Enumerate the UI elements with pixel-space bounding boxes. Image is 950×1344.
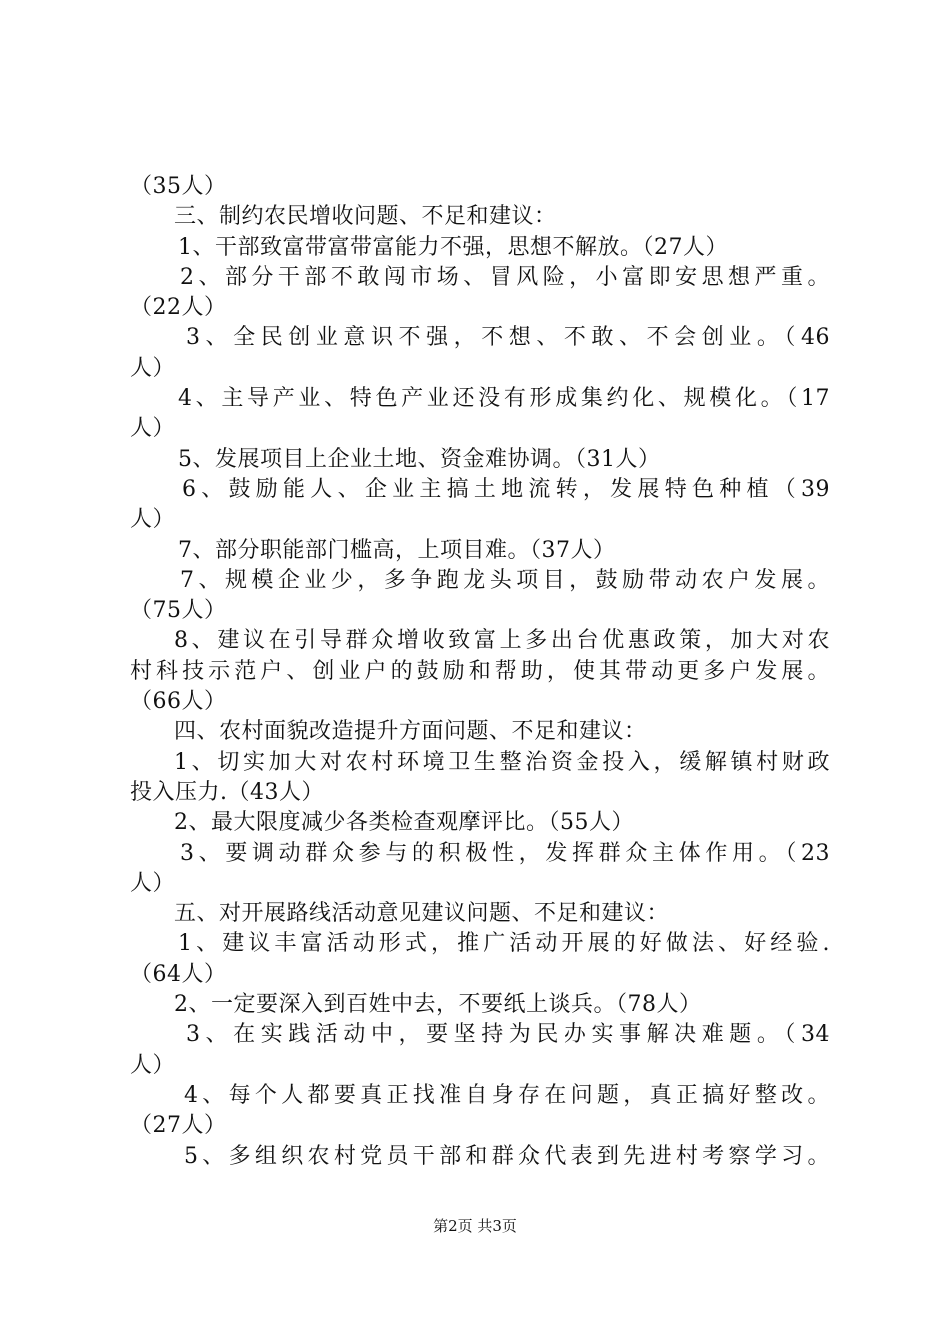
text-line: （75人）	[130, 598, 227, 624]
text-line: 7、规模企业少，多争跑龙头项目，鼓励带动农户发展。	[180, 567, 830, 593]
text-line: （27人）	[130, 1113, 227, 1139]
text-line: 五、对开展路线活动意见建议问题、不足和建议：	[174, 901, 670, 927]
text-line: 村科技示范户、创业户的鼓励和帮助，使其带动更多户发展。	[130, 658, 830, 684]
text-line: 2、部分干部不敢闯市场、冒风险，小富即安思想严重。	[180, 264, 830, 290]
text-line: 人）	[130, 870, 176, 896]
text-line: （64人）	[130, 961, 227, 987]
text-line: 8、建议在引导群众增收致富上多出台优惠政策，加大对农	[174, 628, 830, 654]
text-line: 人）	[130, 416, 176, 442]
text-line: 4、主导产业、特色产业还没有形成集约化、规模化。（17	[178, 386, 830, 412]
text-line: 三、制约农民增收问题、不足和建议：	[174, 204, 557, 230]
text-line: 1、干部致富带富带富能力不强，思想不解放。（27人）	[178, 234, 728, 260]
text-line: （22人）	[130, 295, 227, 321]
text-line: 1、切实加大对农村环境卫生整治资金投入，缓解镇村财政	[174, 749, 830, 775]
text-line: 3、在实践活动中，要坚持为民办实事解决难题。（34	[186, 1022, 830, 1048]
text-line: 投入压力.（43人）	[130, 779, 324, 805]
page-footer: 第2页 共3页	[433, 1217, 517, 1235]
text-line: 4、每个人都要真正找准自身存在问题，真正搞好整改。	[184, 1082, 830, 1108]
text-line: 1、建议丰富活动形式，推广活动开展的好做法、好经验.	[178, 931, 830, 957]
text-line: 3、要调动群众参与的积极性，发挥群众主体作用。（23	[180, 840, 830, 866]
text-line: 2、最大限度减少各类检查观摩评比。（55人）	[174, 810, 634, 836]
text-line: 2、一定要深入到百姓中去，不要纸上谈兵。（78人）	[174, 992, 702, 1018]
text-line: 6、鼓励能人、企业主搞土地流转，发展特色种植（39	[182, 476, 830, 502]
text-line: 5、发展项目上企业土地、资金难协调。（31人）	[178, 446, 661, 472]
text-line: 3、全民创业意识不强，不想、不敢、不会创业。（46	[186, 325, 830, 351]
text-line: （35人）	[130, 174, 227, 199]
text-line: 四、农村面貌改造提升方面问题、不足和建议：	[174, 719, 647, 745]
text-line: （66人）	[130, 689, 227, 715]
text-line: 人）	[130, 507, 176, 533]
document-body	[130, 172, 830, 1172]
text-line: 人）	[130, 355, 176, 381]
text-line: 7、部分职能部门槛高，上项目难。（37人）	[178, 537, 616, 563]
text-line: 人）	[130, 1052, 176, 1078]
text-line: 5、多组织农村党员干部和群众代表到先进村考察学习。	[184, 1143, 830, 1169]
